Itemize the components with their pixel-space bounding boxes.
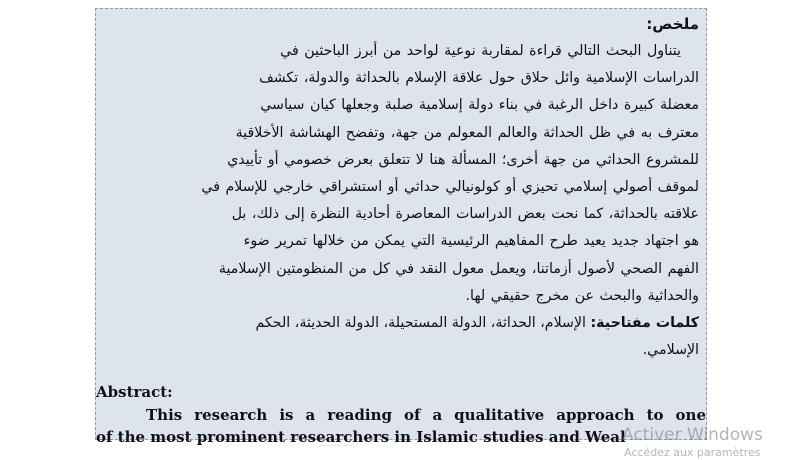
arabic-abstract — [96, 10, 699, 364]
arabic-line: لموقف أصولي إسلامي تحيزي أو كولونيالي حداثي أو استشراقي خارجي للإسلام في — [201, 179, 699, 196]
arabic-line: معضلة كبيرة داخل الرغبة في بناء دولة إسلامية صلبة وجعلها كيان سياسي — [260, 97, 699, 114]
watermark-title: Activer Windows — [622, 425, 763, 445]
arabic-line: للمشروع الحداثي من جهة أخرى؛ المسألة هنا لا تتعلق بعرض خصومي أو تأييدي — [227, 151, 699, 168]
keywords-text: الإسلام، الحداثة، الدولة المستحيلة، الدولة الحديثة، الحكم — [255, 315, 586, 332]
keywords-line-2: الإسلامي. — [642, 342, 699, 359]
keywords-label: كلمات مفتاحية: — [590, 315, 699, 332]
english-abstract — [96, 380, 706, 448]
english-abstract-line-1: This research is a reading of a qualitative approach to one — [146, 406, 706, 424]
activate-windows-watermark — [622, 424, 763, 460]
watermark-subtitle: Accédez aux paramètres — [624, 446, 761, 459]
arabic-abstract-title: ملخص: — [646, 15, 699, 33]
keywords-line — [96, 310, 699, 337]
arabic-line: يتناول البحث التالي قراءة لمقاربة نوعية لواحد من أبرز الباحثين في — [280, 43, 681, 59]
arabic-keywords — [96, 310, 699, 364]
english-abstract-title: Abstract: — [96, 383, 173, 401]
faint-logo-mark: ⌒⌒⌒ — [318, 444, 355, 458]
arabic-line: هو اجتهاد جديد يعيد طرح المفاهيم الرئيسية التي يمكن من خلالها تمرير ضوء — [243, 233, 699, 250]
arabic-line: والحداثية والبحث عن مخرج حقيقي لها. — [465, 287, 699, 304]
arabic-line: معترف به في ظل الحداثة والعالم المعولم من جهة، وتفضح الهشاشة الأخلاقية — [235, 124, 699, 141]
arabic-line: الفهم الصحي لأصول أزماتنا، ويعمل معول النقد في كل من المنظومتين الإسلامية — [218, 260, 699, 277]
arabic-line: علاقته بالحداثة، كما نحت بعض الدراسات المعاصرة أحادية النظرة إلى ذلك، بل — [231, 206, 699, 223]
arabic-abstract-paragraph — [96, 38, 699, 310]
arabic-line: الدراسات الإسلامية وائل حلاق حول علاقة الإسلام بالحداثة والدولة، تكشف — [259, 70, 699, 87]
english-abstract-line-2: of the most prominent researchers in Islamic studies and Weal — [96, 428, 626, 446]
